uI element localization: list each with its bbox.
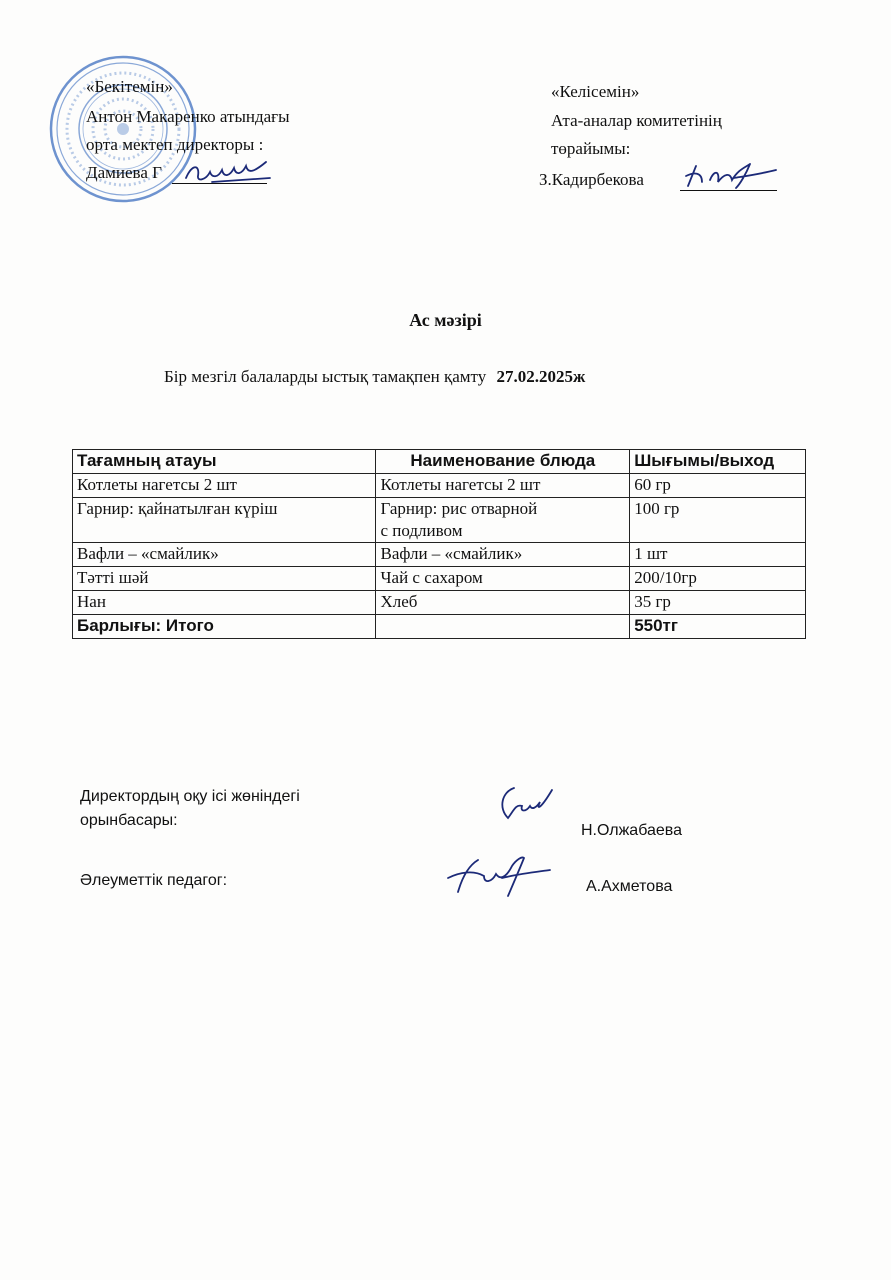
director-signature	[182, 158, 272, 188]
menu-table	[72, 449, 806, 639]
cell-yield: 1 шт	[630, 543, 806, 567]
agree-position-line1: Ата-аналар комитетінің	[551, 111, 722, 130]
header-kz-name: Тағамның атауы	[73, 450, 376, 474]
cell-yield: 35 гр	[630, 591, 806, 615]
total-value: 550тг	[630, 615, 806, 639]
table-row	[73, 498, 806, 543]
deputy-name: Н.Олжабаева	[581, 822, 683, 839]
document-subtitle	[164, 366, 585, 388]
cell-ru-name: Гарнир: рис отварной с подливом	[376, 498, 630, 543]
approve-position-line1: Антон Макаренко атындағы	[86, 107, 290, 126]
chair-signature	[680, 160, 780, 192]
approve-director-name: Дамиева Г	[86, 163, 162, 182]
agree-chair-name: З.Кадирбекова	[539, 170, 644, 189]
social-pedagogue-name: А.Ахметова	[586, 878, 673, 895]
deputy-signature	[496, 780, 556, 824]
cell-yield: 100 гр	[630, 498, 806, 543]
cell-kz-name: Вафли – «смайлик»	[73, 543, 376, 567]
total-empty-cell	[376, 615, 630, 639]
subtitle-text: Бір мезгіл балаларды ыстық тамақпен қамту	[164, 367, 487, 386]
table-row	[73, 567, 806, 591]
cell-yield: 60 гр	[630, 474, 806, 498]
total-label: Барлығы: Итого	[73, 615, 376, 639]
cell-ru-name: Чай с сахаром	[376, 567, 630, 591]
table-row	[73, 543, 806, 567]
agree-position-line2: төрайымы:	[551, 139, 631, 158]
table-total-row	[73, 615, 806, 639]
cell-ru-name: Хлеб	[376, 591, 630, 615]
social-pedagogue-title: Әлеуметтік педагог:	[80, 872, 228, 889]
header-ru-name: Наименование блюда	[376, 450, 630, 474]
subtitle-date: 27.02.2025ж	[496, 367, 586, 386]
cell-ru-name: Котлеты нагетсы 2 шт	[376, 474, 630, 498]
table-row	[73, 591, 806, 615]
approve-heading: «Бекітемін»	[86, 77, 173, 96]
agree-heading: «Келісемін»	[551, 82, 640, 101]
deputy-title-line1: Директордың оқу ісі жөніндегі	[80, 788, 300, 805]
cell-yield: 200/10гр	[630, 567, 806, 591]
cell-kz-name: Нан	[73, 591, 376, 615]
cell-kz-name: Гарнир: қайнатылған күріш	[73, 498, 376, 543]
cell-kz-name: Котлеты нагетсы 2 шт	[73, 474, 376, 498]
deputy-title-line2: орынбасары:	[80, 812, 178, 829]
cell-ru-name: Вафли – «смайлик»	[376, 543, 630, 567]
approve-position-line2: орта мектеп директоры :	[86, 135, 264, 154]
table-row	[73, 474, 806, 498]
table-header-row	[73, 450, 806, 474]
document-title: Ас мәзірі	[409, 310, 482, 330]
header-yield: Шығымы/выход	[630, 450, 806, 474]
cell-kz-name: Тәтті шәй	[73, 567, 376, 591]
social-pedagogue-signature	[444, 852, 554, 900]
